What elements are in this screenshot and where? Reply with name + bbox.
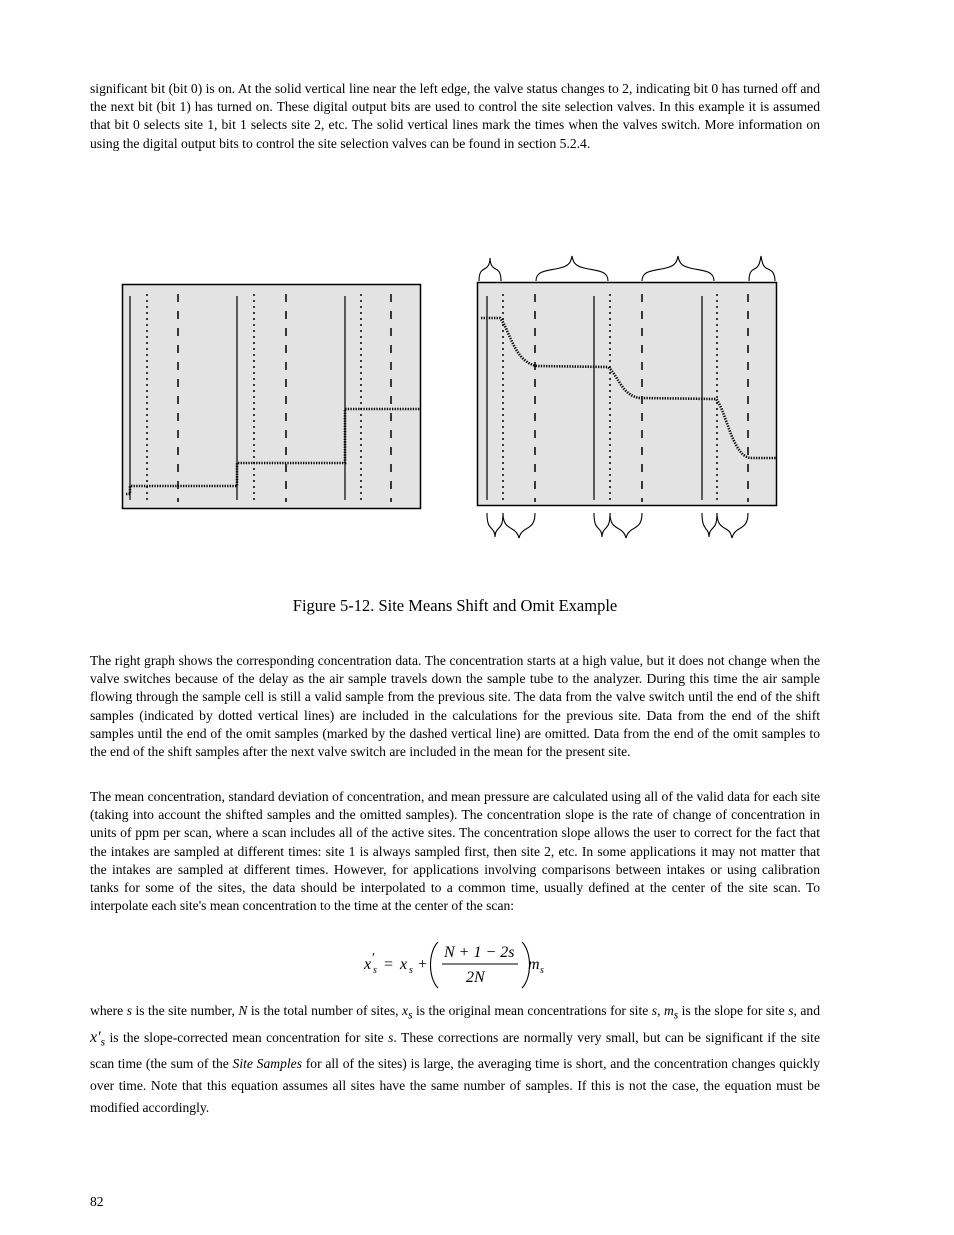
def-text: . These corrections are normally very small, but can be significant if the site scan time (the sum of the [90,1029,820,1072]
figure-caption: Figure 5-12. Site Means Shift and Omit Example [292,596,618,615]
eq-equals: = [384,956,394,973]
paragraph-definitions [90,1000,820,1119]
equation-svg [360,940,580,990]
def-text: for all of the sites) is large, the averaging time is short, and the concentration changes quickly over time. Note that this equation assumes all sites have the same number of samples. If this is not the case, the equation must be modified accordingly. [90,1056,820,1116]
eq-lhs: x [364,956,372,973]
eq-denominator: 2N [466,969,485,986]
figure-5-12 [0,0,954,560]
def-var-x-prime: x′ [90,1028,101,1046]
eq-lhs-prime: ′ [372,951,376,966]
left-graph-valve-status [123,285,421,509]
bottom-braces [487,513,748,538]
eq-rhs-term: x [400,956,408,973]
intro-paragraph: significant bit (bit 0) is on. At the solid vertical line near the left edge, the valve status changes to 2, indicating bit 0 has turned off and the next bit (bit 1) has turned on. These digital output bits are used to control the site selection valves. In this example it is assumed that bit 0 selects site 1, bit 1 selects site 2, etc. The solid vertical lines mark the times when the valves switch. More information on using the digital output bits to control the site selection valves can be found in section 5.2.4. [90,81,820,151]
def-text: , and [793,1003,821,1018]
def-text: , [657,1003,664,1018]
def-text: is the slope for site [678,1003,789,1018]
right-graph-concentration [478,283,777,506]
eq-rhs-sub: s [409,965,413,976]
def-var-m: m [663,1003,674,1018]
def-text: is the original mean concentrations for site [412,1003,652,1018]
def-var-x-sub: s [408,1009,413,1022]
def-var-m-sub: s [673,1009,679,1022]
page-number: 82 [90,1194,104,1209]
def-var-s: s [651,1003,658,1018]
paragraph-shift-omit: The right graph shows the corresponding concentration data. The concentration starts at a high value, but it does not change when the valve switches because of the delay as the air sample travels down the sample tube to the analyzer. During this time the air sample flowing through the sample cell is still a valid sample from the previous site. The data from the valve switch until the end of the shift samples (indicated by dotted vertical lines) are included in the calculations for the previous site. Data from the end of the shift samples until the end of the omit samples (marked by the dashed vertical line) are omitted. Data from the end of the omit samples to the end of the shift samples after the next valve switch are included in the mean for the present site. [90,653,820,760]
eq-lhs-sub: s [373,965,377,976]
eq-numerator: N + 1 − 2s [444,944,515,961]
def-site-samples: Site Samples [232,1056,302,1072]
paragraph-mean-slope: The mean concentration, standard deviation of concentration, and mean pressure are calculated using all of the valid data for each site (taking into account the shifted samples and the omitted samples). The concentration slope is the rate of change of concentration in units of ppm per scan, where a scan includes all of the active sites. The concentration slope allows the user to correct for the fact that the intakes are sampled at different times: site 1 is always sampled first, then site 2, etc. In some applications it may not matter that the intakes are sampled at different times. However, for applications involving comparisons between intakes or using calibration tanks for some of the sites, the data should be interpolated to a common time, usually defined at the center of the site scan. To interpolate each site's mean concentration to the time at the center of the scan: [90,789,820,914]
def-var-n: N [238,1003,248,1018]
def-var-x-prime-sub: s [100,1036,106,1049]
def-var-s: s [788,1003,794,1018]
eq-plus: + [418,956,428,973]
def-var-x: x [402,1003,409,1018]
top-braces [479,256,775,281]
interpolation-equation [360,940,580,995]
def-text: is the total number of sites, [247,1003,403,1018]
def-text: where [90,1003,127,1018]
eq-multiplier-sub: s [540,965,544,976]
def-var-s: s [126,1003,132,1018]
def-text: is the site number, [132,1003,239,1018]
def-var-s: s [388,1029,394,1045]
def-text: is the slope-corrected mean concentration for site [105,1029,389,1045]
eq-multiplier: m [528,956,540,973]
